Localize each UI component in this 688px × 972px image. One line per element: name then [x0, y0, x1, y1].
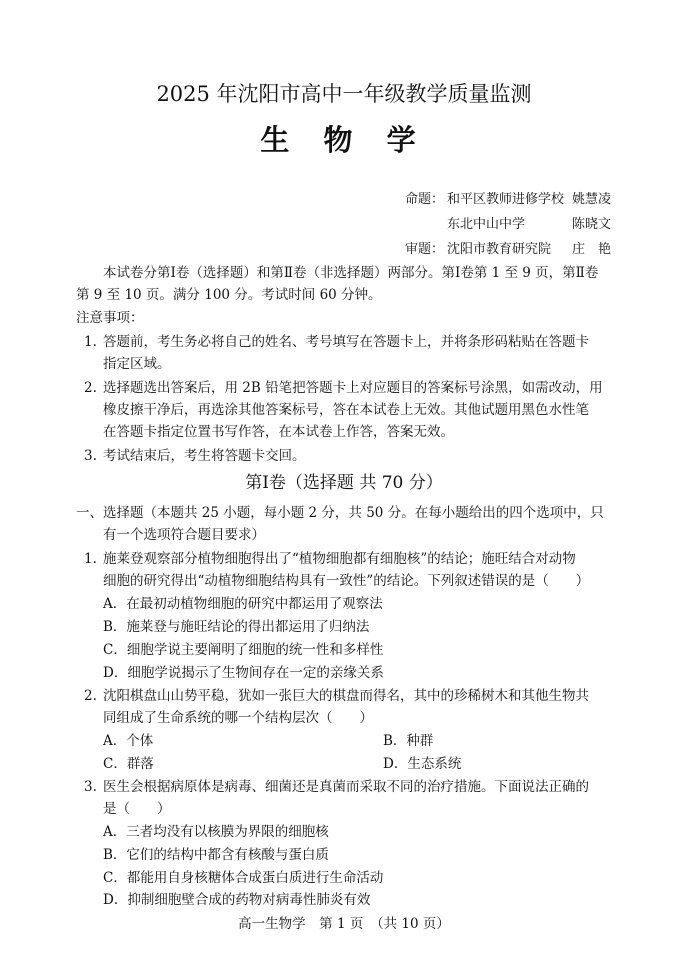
question-stem: 同组成了生命系统的哪一个结构层次（ ） [103, 710, 373, 726]
exam-title: 2025 年沈阳市高中一年级教学质量监测 [156, 82, 532, 106]
part-instruction: 有一个选项符合题目要求） [103, 527, 265, 543]
note-number: 2. [84, 380, 97, 396]
reviewer-label: 审题： [405, 242, 445, 257]
option-b: B．它们的结构中都含有核酸与蛋白质 [103, 847, 329, 863]
option-d: D．生态系统 [383, 756, 462, 772]
reviewer-org: 沈阳市教育研究院 [447, 242, 552, 257]
question-number: 2. [84, 688, 97, 704]
note-line: 选择题选出答案后，用 2B 铅笔把答题卡上对应题目的答案标号涂黑，如需改动，用 [103, 380, 603, 396]
section-title: 第Ⅰ卷（选择题 共 70 分） [245, 473, 443, 493]
note-line: 考试结束后，考生将答题卡交回。 [103, 448, 306, 464]
note-number: 3. [84, 448, 97, 464]
option-c: C．都能用自身核糖体合成蛋白质进行生命活动 [103, 870, 384, 886]
setter2-name: 陈晓文 [572, 217, 612, 232]
option-d: D．抑制细胞壁合成的药物对病毒性肺炎有效 [103, 892, 371, 908]
question-number: 3. [84, 779, 97, 795]
option-c: C．群落 [103, 756, 154, 772]
question-stem: 医生会根据病原体是病毒、细菌还是真菌而采取不同的治疗措施。下面说法正确的 [103, 779, 589, 795]
note-line: 在答题卡指定位置书写作答，在本试卷上作答，答案无效。 [103, 424, 454, 440]
option-a: A．在最初动植物细胞的研究中都运用了观察法 [103, 596, 383, 612]
part-label: 一、 [76, 505, 103, 521]
intro-line: 第 9 至 10 页。满分 100 分。考试时间 60 分钟。 [76, 287, 382, 303]
note-number: 1. [84, 334, 97, 350]
option-b: B．施莱登与施旺结论的得出都运用了归纳法 [103, 619, 370, 635]
note-line: 橡皮擦干净后，再选涂其他答案标号，答在本试卷上无效。其他试题用黑色水性笔 [103, 402, 589, 418]
subject-title: 生 物 学 [260, 123, 428, 157]
setter-label: 命题： [405, 192, 445, 207]
question-stem: 是（ ） [103, 801, 171, 817]
part-instruction: 选择题（本题共 25 小题，每小题 2 分，共 50 分。在每小题给出的四个选项中，只 [103, 505, 604, 521]
note-line: 答题前，考生务必将自己的姓名、考号填写在答题卡上，并将条形码粘贴在答题卡 [103, 334, 589, 350]
setter2-org: 东北中山中学 [447, 217, 526, 232]
option-c: C．细胞学说主要阐明了细胞的统一性和多样性 [103, 642, 384, 658]
setter1-org: 和平区教师进修学校 [447, 192, 565, 207]
option-a: A．三者均没有以核膜为界限的细胞核 [103, 824, 329, 840]
option-b: B．种群 [383, 733, 434, 749]
question-stem: 细胞的研究得出“动植物细胞结构具有一致性”的结论。下列叙述错误的是（ ） [103, 573, 590, 589]
question-stem: 施莱登观察部分植物细胞得出了“植物细胞都有细胞核”的结论；施旺结合对动物 [103, 551, 576, 567]
page-footer: 高一生物学 第 1 页 （共 10 页） [238, 916, 450, 932]
setter1-name: 姚慧凌 [572, 192, 612, 207]
notes-heading: 注意事项： [76, 310, 144, 326]
intro-line: 本试卷分第Ⅰ卷（选择题）和第Ⅱ卷（非选择题）两部分。第Ⅰ卷第 1 至 9 页，第Ⅱ卷 [103, 265, 599, 281]
option-a: A．个体 [103, 733, 154, 749]
question-number: 1. [84, 551, 97, 567]
question-stem: 沈阳棋盘山山势平稳，犹如一张巨大的棋盘而得名，其中的珍稀树木和其他生物共 [103, 688, 589, 704]
option-d: D．细胞学说揭示了生物间存在一定的亲缘关系 [103, 665, 384, 681]
reviewer-name: 庄 艳 [572, 242, 612, 257]
note-line: 指定区域。 [103, 356, 171, 372]
